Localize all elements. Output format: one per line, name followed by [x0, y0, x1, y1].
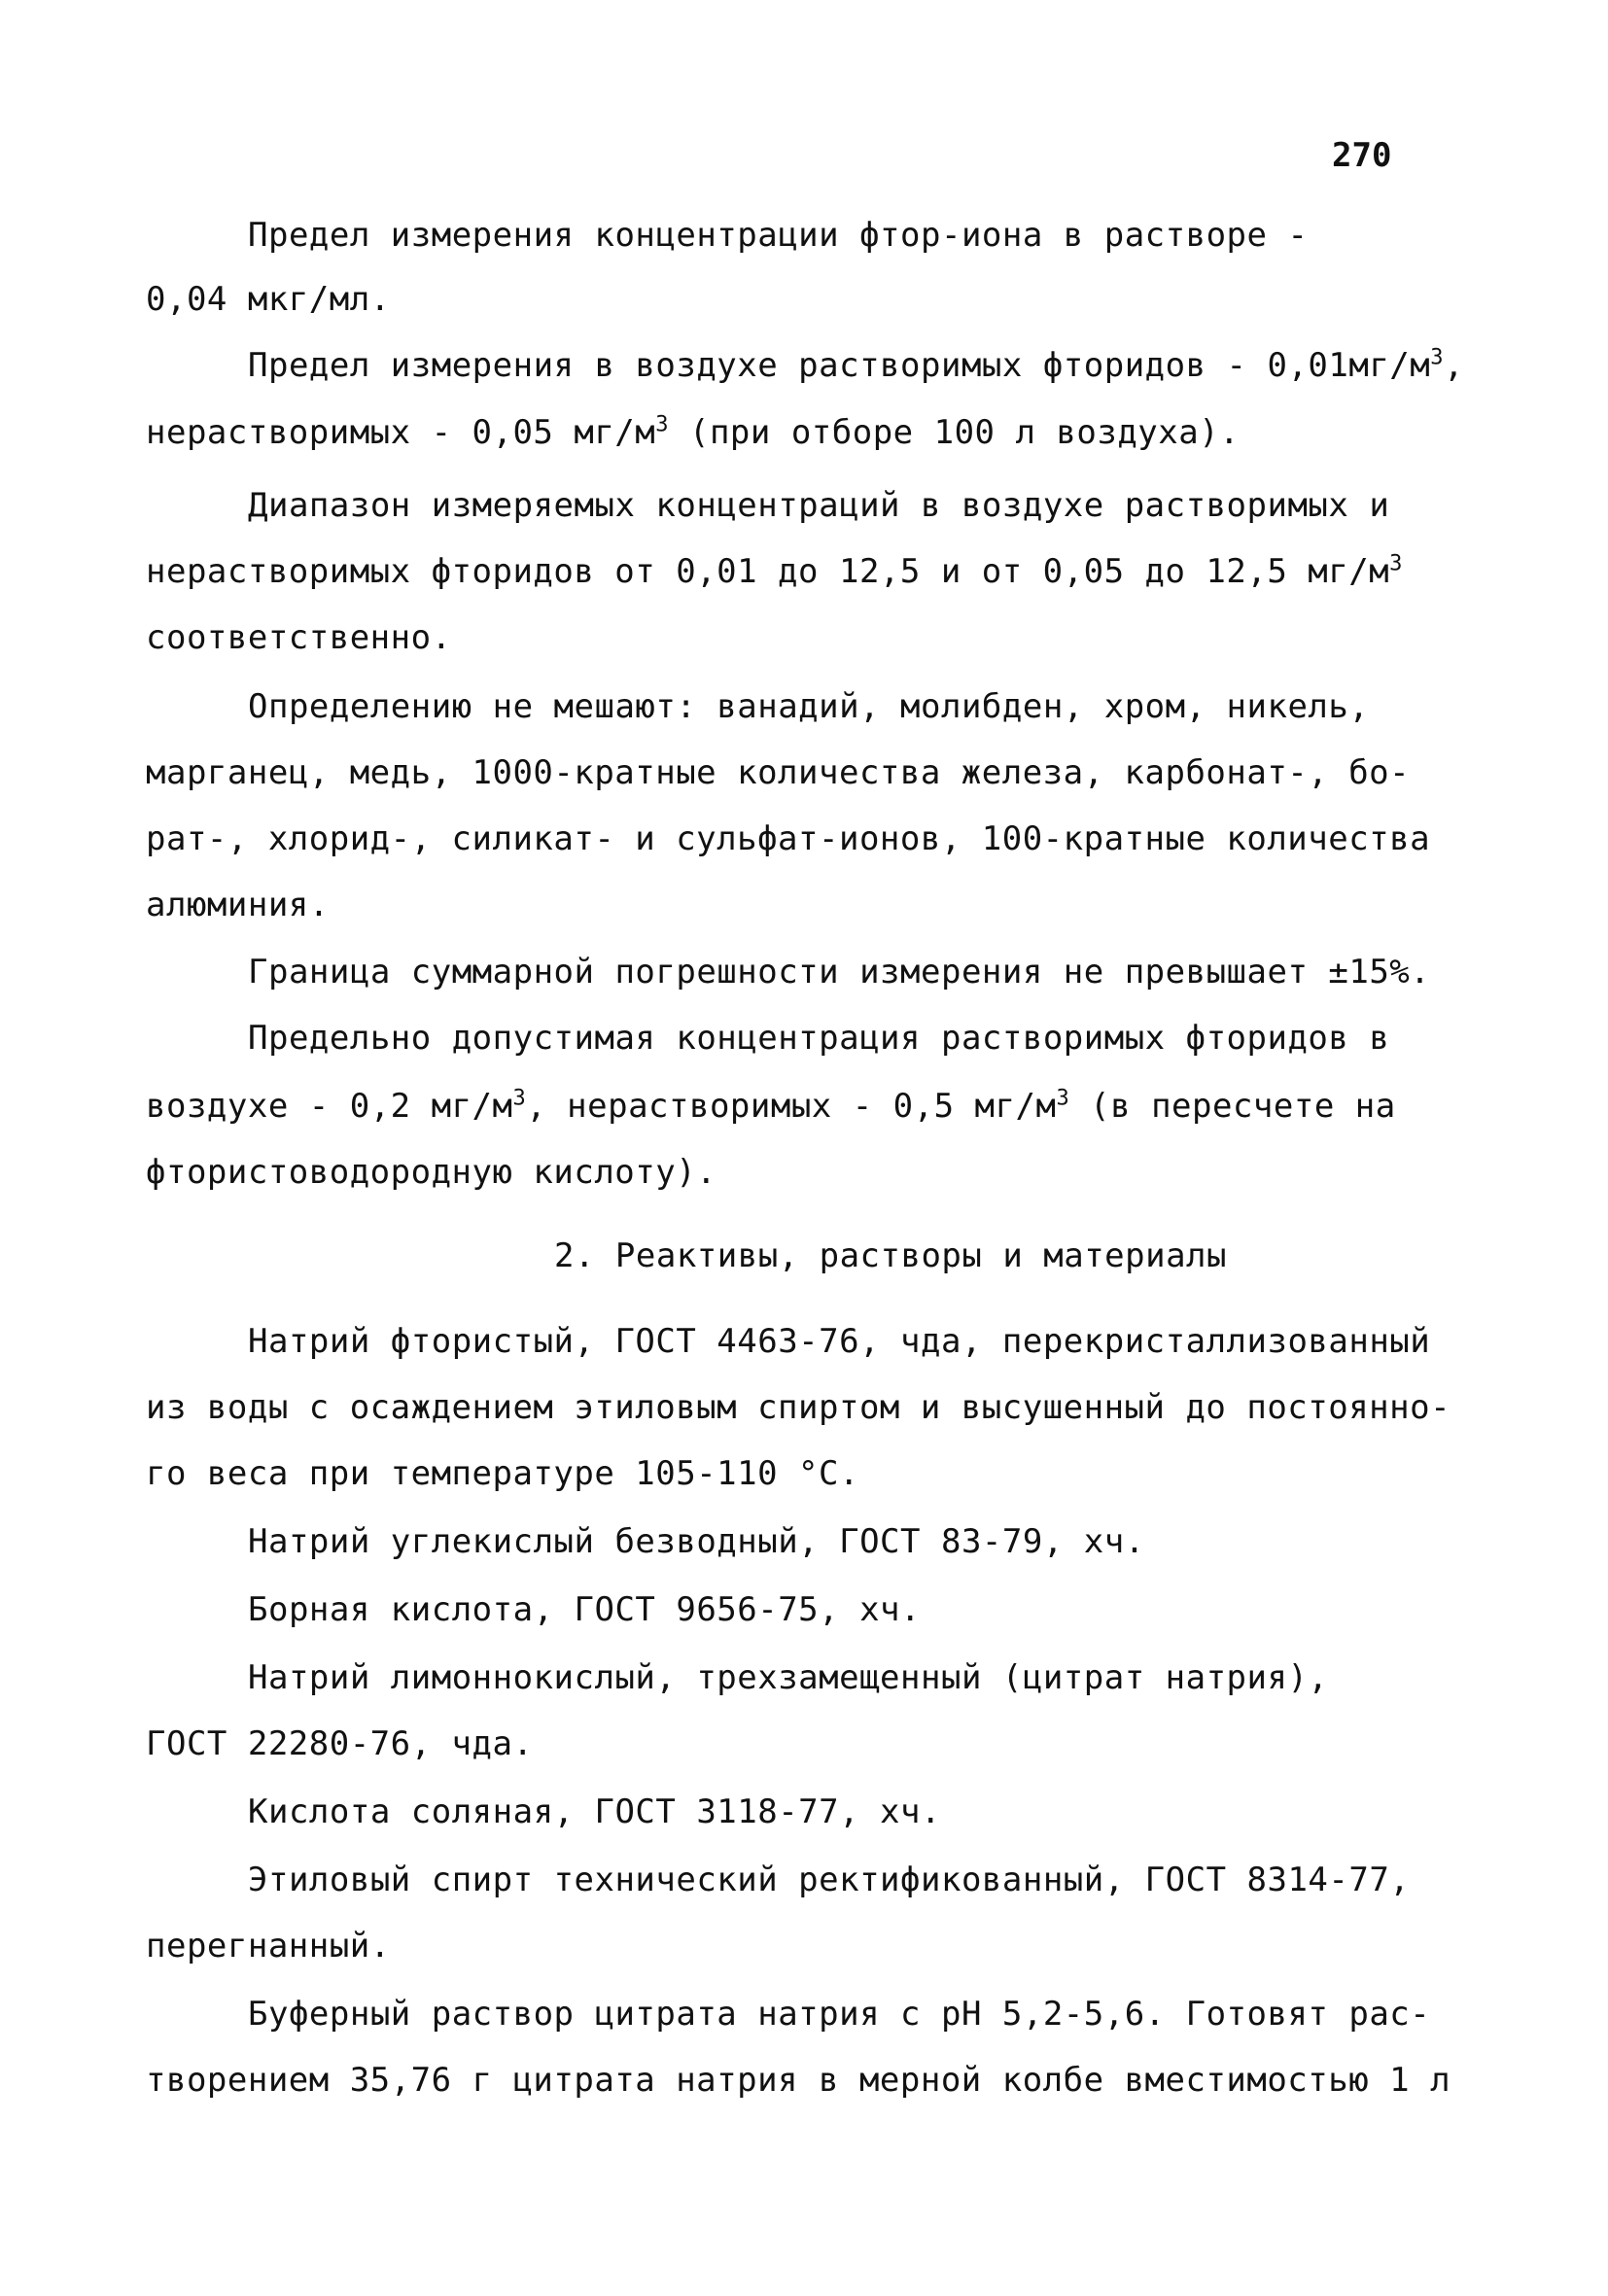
text-line: Натрий фтористый, ГОСТ 4463-76, чда, перекристаллизованный: [248, 1322, 1431, 1361]
text-line: [146, 413, 1240, 452]
text-line: Натрий углекислый безводный, ГОСТ 83-79, хч.: [248, 1522, 1145, 1561]
text-line: Определению не мешают: ванадий, молибден, хром, никель,: [248, 687, 1370, 726]
section-heading: 2. Реактивы, растворы и материалы: [554, 1236, 1228, 1275]
text-fragment: , нерастворимых - 0,5 мг/м: [526, 1087, 1057, 1126]
text-fragment: нерастворимых фторидов от 0,01 до 12,5 и от 0,05 до 12,5 мг/м: [146, 552, 1390, 591]
text-line: Кислота соляная, ГОСТ 3118-77, хч.: [248, 1792, 941, 1831]
superscript: 3: [512, 1086, 527, 1111]
text-line: алюминия.: [146, 886, 330, 924]
text-line: Граница суммарной погрешности измерения не превышает ±15%.: [248, 953, 1431, 991]
text-line: творением 35,76 г цитрата натрия в мерной колбе вместимостью 1 л: [146, 2061, 1451, 2100]
text-line: Диапазон измеряемых концентраций в воздухе растворимых и: [248, 486, 1390, 525]
text-line: рат-, хлорид-, силикат- и сульфат-ионов, 100-кратные количества: [146, 819, 1431, 858]
text-fragment: (при отборе 100 л воздуха).: [669, 413, 1241, 452]
text-fragment: Предел измерения в воздухе растворимых фторидов - 0,01мг/м: [248, 346, 1431, 385]
superscript: 3: [1056, 1086, 1070, 1111]
text-line: из воды с осаждением этиловым спиртом и высушенный до постоянно-: [146, 1388, 1451, 1427]
text-line: марганец, медь, 1000-кратные количества железа, карбонат-, бо-: [146, 753, 1411, 792]
text-line: Этиловый спирт технический ректификованный, ГОСТ 8314-77,: [248, 1861, 1411, 1899]
superscript: 3: [1430, 345, 1444, 370]
superscript: 3: [655, 412, 669, 437]
text-fragment: воздухе - 0,2 мг/м: [146, 1087, 513, 1126]
text-line: Буферный раствор цитрата натрия с pH 5,2-5,6. Готовят рас-: [248, 1995, 1431, 2034]
text-line: 0,04 мкг/мл.: [146, 280, 391, 319]
text-line: го веса при температуре 105-110 °С.: [146, 1454, 859, 1493]
text-line: [146, 1087, 1396, 1126]
text-line: [146, 552, 1403, 591]
text-line: ГОСТ 22280-76, чда.: [146, 1724, 534, 1763]
text-line: Натрий лимоннокислый, трехзамещенный (цитрат натрия),: [248, 1658, 1329, 1697]
text-fragment: (в пересчете на: [1069, 1087, 1396, 1126]
text-line: [248, 346, 1464, 385]
text-line: фтористоводородную кислоту).: [146, 1153, 717, 1192]
text-line: Борная кислота, ГОСТ 9656-75, хч.: [248, 1590, 922, 1629]
text-line: Предел измерения концентрации фтор-иона в растворе -: [248, 216, 1309, 255]
text-line: Предельно допустимая концентрация растворимых фторидов в: [248, 1019, 1390, 1058]
text-line: соответственно.: [146, 618, 452, 657]
text-fragment: ,: [1444, 346, 1464, 385]
text-fragment: нерастворимых - 0,05 мг/м: [146, 413, 656, 452]
text-line: перегнанный.: [146, 1927, 391, 1966]
page-number: 270: [1332, 136, 1392, 175]
superscript: 3: [1389, 551, 1403, 576]
